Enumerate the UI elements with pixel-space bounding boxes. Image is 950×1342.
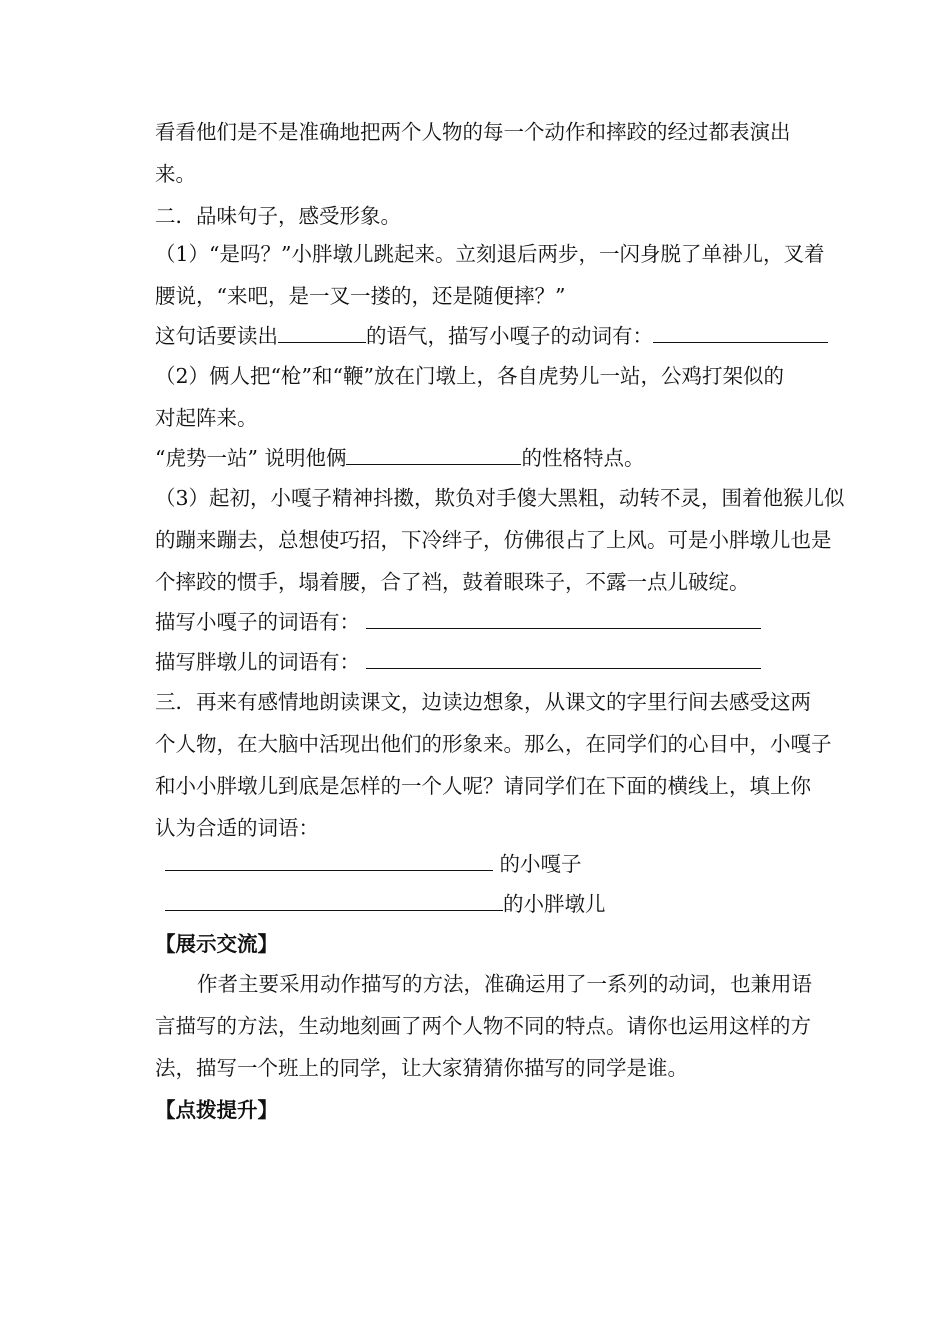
q2-prompt xyxy=(155,444,644,472)
display-heading: 【展示交流】 xyxy=(155,932,278,956)
q1-text-line: （1）“是吗？”小胖墩儿跳起来。立刻退后两步，一闪身脱了单褂儿，叉着 xyxy=(155,242,825,266)
pangdun-words-blank[interactable] xyxy=(366,648,761,669)
display-text-line: 作者主要采用动作描写的方法，准确运用了一系列的动词，也兼用语 xyxy=(197,972,812,996)
intro-text-line: 看看他们是不是准确地把两个人物的每一个动作和摔跤的经过都表演出 xyxy=(155,120,791,144)
tone-blank[interactable] xyxy=(278,322,366,343)
q3-gazi-prompt xyxy=(155,608,761,636)
q3-text-line: 个摔跤的惯手，塌着腰，合了裆，鼓着眼珠子，不露一点儿破绽。 xyxy=(155,570,750,594)
fill-xiaogazi xyxy=(165,850,582,878)
intro-text-line: 来。 xyxy=(155,162,196,186)
q3-text-line: 的蹦来蹦去，总想使巧招，下冷绊子，仿佛很占了上风。可是小胖墩儿也是 xyxy=(155,528,832,552)
guide-heading: 【点拨提升】 xyxy=(155,1098,278,1122)
q2-text-line: （2）俩人把“枪”和“鞭”放在门墩上，各自虎势儿一站，公鸡打架似的 xyxy=(155,364,784,388)
part3-text-line: 认为合适的词语： xyxy=(155,816,319,840)
part3-text-line: 和小小胖墩儿到底是怎样的一个人呢？请同学们在下面的横线上，填上你 xyxy=(155,774,811,798)
q1-prompt xyxy=(155,322,828,350)
q2-text-line: 对起阵来。 xyxy=(155,406,258,430)
xiaopangdun-blank[interactable] xyxy=(165,890,503,911)
display-text-line: 言描写的方法，生动地刻画了两个人物不同的特点。请你也运用这样的方 xyxy=(155,1014,811,1038)
q1-text-line: 腰说，“来吧，是一叉一搂的，还是随便摔？” xyxy=(155,284,566,308)
q3-text-line: （3）起初，小嘎子精神抖擞，欺负对手傻大黑粗，动转不灵，围着他猴儿似 xyxy=(155,486,845,510)
xiaogazi-blank[interactable] xyxy=(165,850,493,871)
q1-prompt-a: 这句话要读出 xyxy=(155,324,278,348)
pangdun-words-label: 描写胖墩儿的词语有： xyxy=(155,650,360,674)
gazi-words-blank[interactable] xyxy=(366,608,761,629)
part3-text-line: 个人物，在大脑中活现出他们的形象来。那么，在同学们的心目中，小嘎子 xyxy=(155,732,832,756)
xiaogazi-label: 的小嘎子 xyxy=(493,852,582,876)
part2-heading: 二．品味句子，感受形象。 xyxy=(155,204,401,228)
xiaopangdun-label: 的小胖墩儿 xyxy=(503,892,606,916)
display-text-line: 法，描写一个班上的同学，让大家猜猜你描写的同学是谁。 xyxy=(155,1056,688,1080)
q2-prompt-b: 的性格特点。 xyxy=(521,446,645,470)
gazi-words-label: 描写小嘎子的词语有： xyxy=(155,610,360,634)
fill-xiaopangdun xyxy=(165,890,606,918)
q3-pangdun-prompt xyxy=(155,648,761,676)
character-trait-blank[interactable] xyxy=(346,444,521,465)
q2-prompt-a: “虎势一站” 说明他俩 xyxy=(155,446,347,470)
q1-prompt-b: 的语气，描写小嘎子的动词有： xyxy=(366,324,653,348)
verbs-blank[interactable] xyxy=(653,322,828,343)
part3-text-line: 三．再来有感情地朗读课文，边读边想象，从课文的字里行间去感受这两 xyxy=(155,690,811,714)
